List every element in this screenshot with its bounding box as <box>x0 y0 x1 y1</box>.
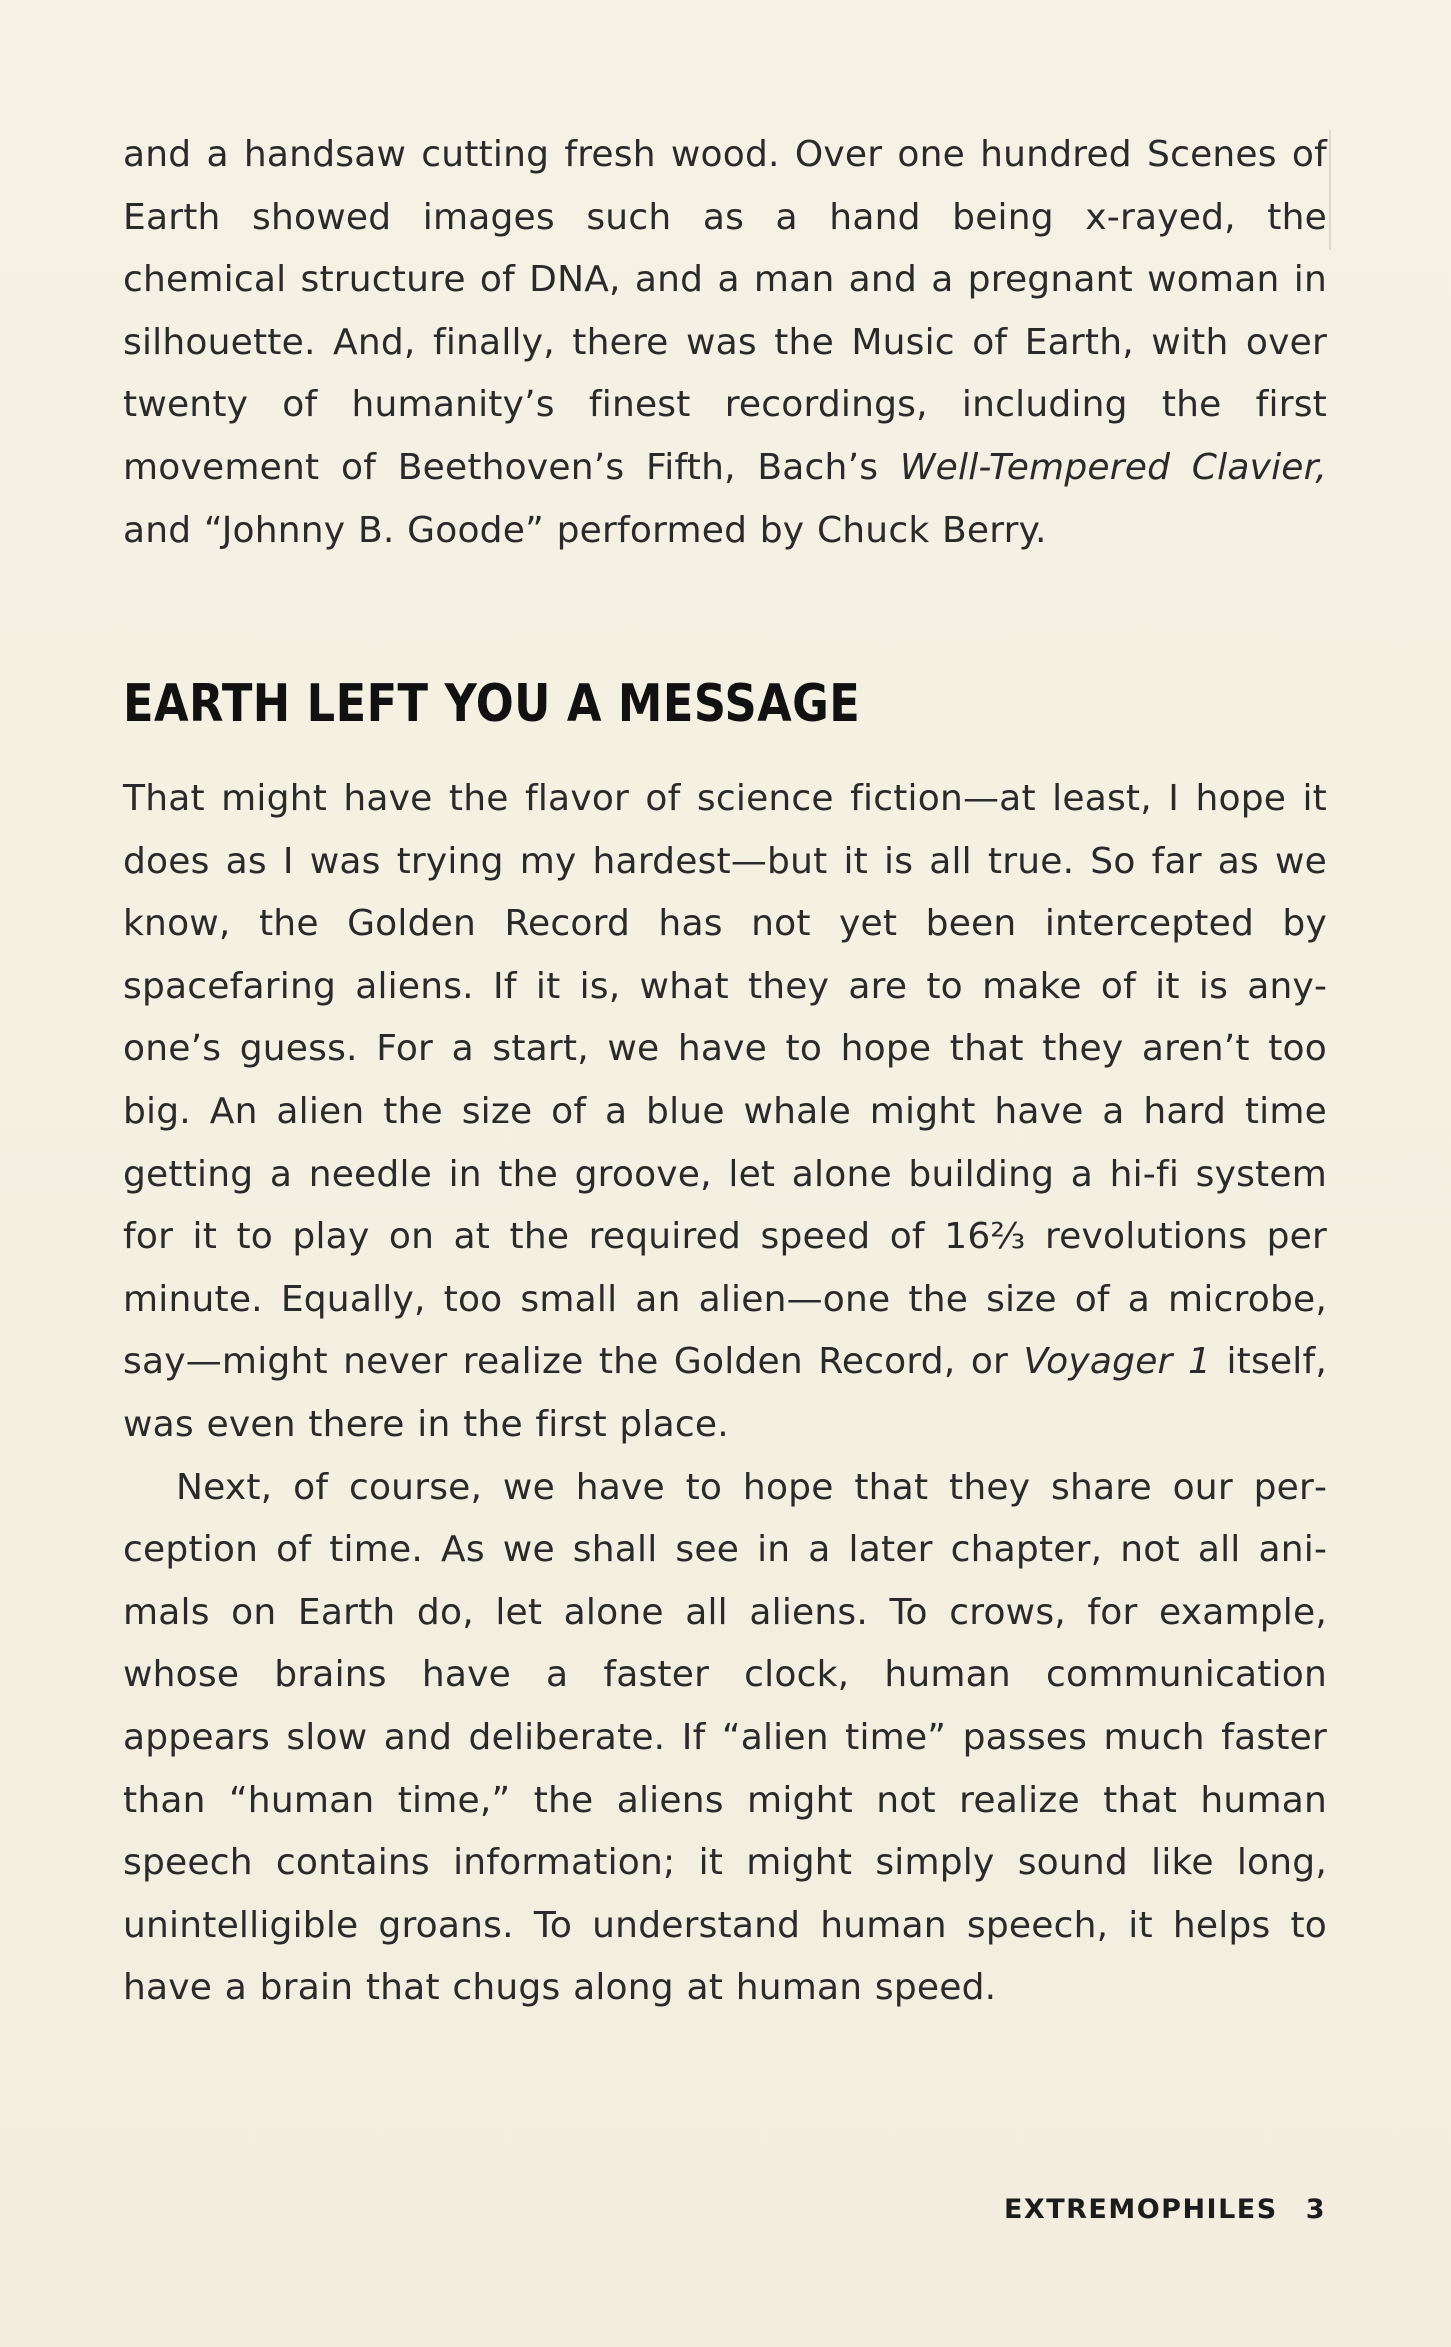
top-paragraph-text-1: and a handsaw cutting fresh wood. Over one hundred Scenes of Earth showed images such as a hand being x-rayed, the chemical structure of DNA, and a man and a pregnant woman in silhouette. And, finally, there was the Music of Earth, with over twenty of humanity’s finest recordings, including the first movement of Beethoven’s Fifth, Bach’s <box>123 134 1327 488</box>
section-heading: EARTH LEFT YOU A MESSAGE <box>123 674 861 734</box>
section-paragraph-1 <box>123 768 1327 1457</box>
section-paragraph-1-text-1: That might have the flavor of science fiction—at least, I hope it does as I was trying my hardest—but it is all true. So far as we know, the Golden Record has not yet been intercepted by spacefaring aliens. If it is, what they are to make of it is anyone’s guess. For a start, we have to hope that they aren’t too big. An alien the size of a blue whale might have a hard time getting a needle in the groove, let alone building a hi-fi system for it to play on at the required speed of 16⅔ revolutions per minute. Equally, too small an alien—one the size of a microbe, say—might never realize the Golden Record, or <box>123 778 1327 1383</box>
section-paragraph-1-text-2: itself, was even there in the first place. <box>123 1341 1327 1445</box>
top-paragraph-italic-title: Well-Tempered Clavier, <box>899 446 1327 488</box>
running-head: EXTREMOPHILES <box>1003 2194 1278 2225</box>
page-footer <box>1004 2194 1326 2225</box>
page-edge-mark <box>1329 130 1331 250</box>
section-paragraph-1-italic: Voyager 1 <box>1023 1341 1212 1383</box>
top-paragraph-block <box>123 124 1327 562</box>
top-paragraph-text-2: and “Johnny B. Goode” performed by Chuck Berry. <box>123 509 1047 551</box>
section-paragraph-2: Next, of course, we have to hope that they share our perception of time. As we shall see in a later chapter, not all animals on Earth do, let alone all aliens. To crows, for example, whose brains have a faster clock, human communication appears slow and deliberate. If “alien time” passes much faster than “human time,” the aliens might not realize that human speech contains information; it might simply sound like long, unintelligible groans. To understand human speech, it helps to have a brain that chugs along at human speed. <box>123 1466 1327 2009</box>
page-number: 3 <box>1305 2194 1326 2225</box>
section-body <box>123 768 1327 2020</box>
top-paragraph <box>123 124 1327 562</box>
